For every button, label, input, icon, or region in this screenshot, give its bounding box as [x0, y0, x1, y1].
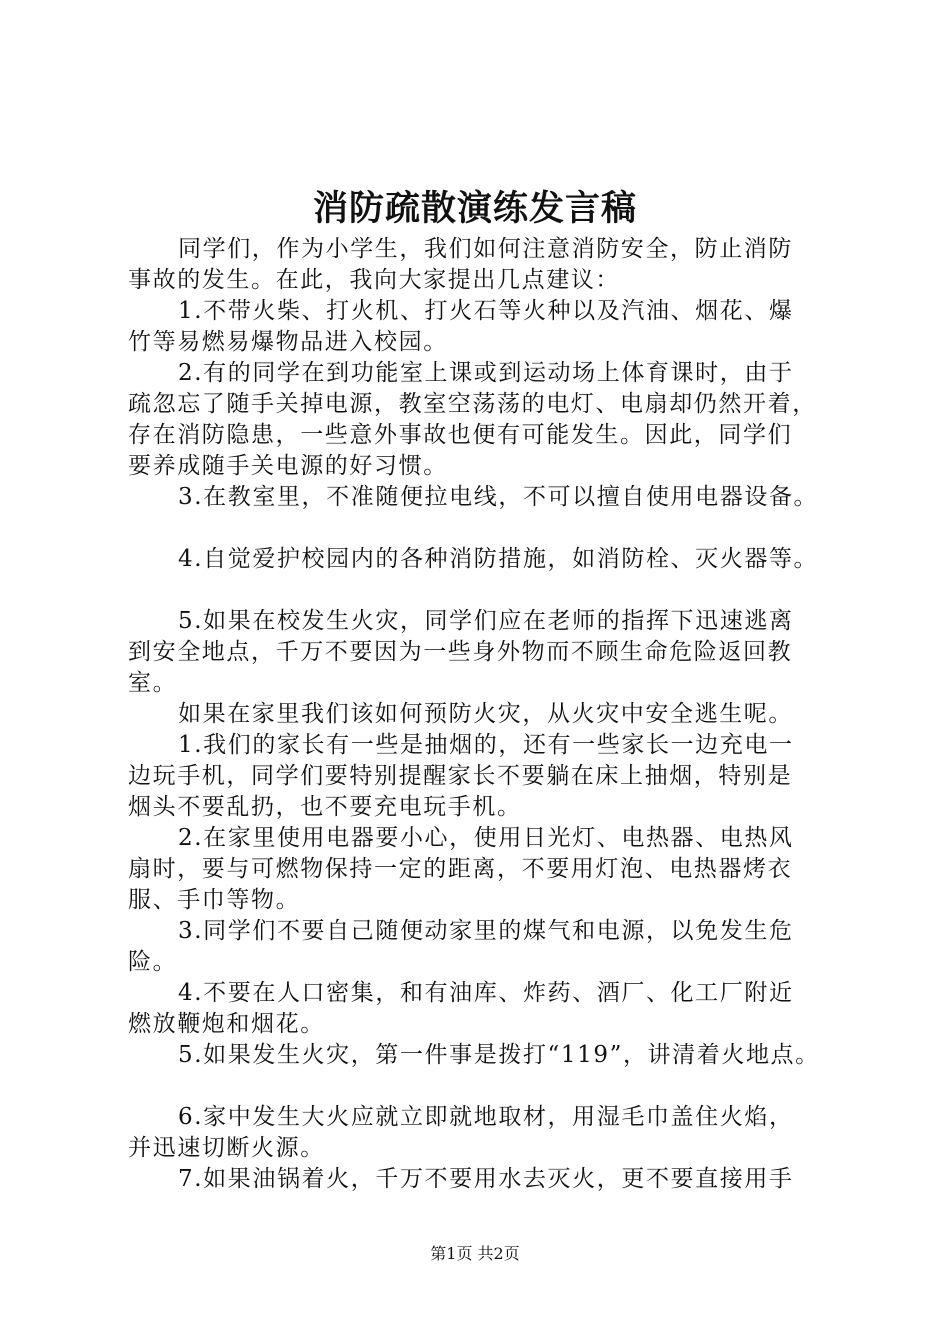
paragraph-line: 疏忽忘了随手关掉电源，教室空荡荡的电灯、电扇却仍然开着，: [128, 391, 817, 417]
paragraph-line: 2.在家里使用电器要小心，使用日光灯、电热器、电热风: [178, 825, 794, 851]
page-number-footer: 第1页 共2页: [430, 1244, 520, 1263]
paragraph-line: 燃放鞭炮和烟花。: [128, 1011, 325, 1037]
blank-line: [128, 1071, 844, 1102]
paragraph-line: 5.如果在校发生火灾，同学们应在老师的指挥下迅速逃离: [178, 608, 794, 634]
paragraph-line: 扇时，要与可燃物保持一定的距离，不要用灯泡、电热器烤衣: [128, 856, 793, 882]
document-title: 消防疏散演练发言稿: [312, 188, 637, 229]
paragraph-line: 要养成随手关电源的好习惯。: [128, 453, 448, 479]
paragraph-line: 边玩手机，同学们要特别提醒家长不要躺在床上抽烟，特别是: [128, 763, 793, 789]
paragraph-line: 事故的发生。在此，我向大家提出几点建议：: [128, 267, 620, 293]
paragraph-line: 1.我们的家长有一些是抽烟的，还有一些家长一边充电一: [178, 732, 794, 758]
paragraph-line: 到安全地点，千万不要因为一些身外物而不顾生命危险返回教: [128, 639, 793, 665]
paragraph-line: 2.有的同学在到功能室上课或到运动场上体育课时，由于: [178, 360, 794, 386]
paragraph-line: 并迅速切断火源。: [128, 1135, 325, 1161]
paragraph-line: 4.自觉爱护校园内的各种消防措施，如消防栓、灭火器等。: [178, 546, 819, 572]
paragraph-line: 4.不要在人口密集，和有油库、炸药、酒厂、化工厂附近: [178, 980, 794, 1006]
paragraph-line: 室。: [128, 670, 178, 696]
paragraph-line: 竹等易燃易爆物品进入校园。: [128, 329, 448, 355]
paragraph-line: 存在消防隐患，一些意外事故也便有可能发生。因此，同学们: [128, 422, 793, 448]
blank-line: [128, 513, 844, 544]
blank-line: [128, 575, 844, 606]
paragraph-line: 烟头不要乱扔，也不要充电玩手机。: [128, 794, 522, 820]
paragraph-line: 3.在教室里，不准随便拉电线，不可以擅自使用电器设备。: [178, 484, 819, 510]
paragraph-line: 5.如果发生火灾，第一件事是拨打“119”，讲清着火地点。: [178, 1042, 820, 1068]
paragraph-line: 6.家中发生大火应就立即就地取材，用湿毛巾盖住火焰，: [178, 1104, 794, 1130]
paragraph-line: 服、手巾等物。: [128, 887, 301, 913]
paragraph-line: 同学们，作为小学生，我们如何注意消防安全，防止消防: [178, 236, 793, 262]
document-body: [128, 234, 844, 1195]
paragraph-line: 7.如果油锅着火，千万不要用水去灭火，更不要直接用手: [178, 1166, 794, 1192]
paragraph-line: 险。: [128, 949, 178, 975]
paragraph-line: 1.不带火柴、打火机、打火石等火种以及汽油、烟花、爆: [178, 298, 794, 324]
paragraph-line: 如果在家里我们该如何预防火灾，从火灾中安全逃生呢。: [178, 701, 793, 727]
paragraph-line: 3.同学们不要自己随便动家里的煤气和电源，以免发生危: [178, 918, 794, 944]
